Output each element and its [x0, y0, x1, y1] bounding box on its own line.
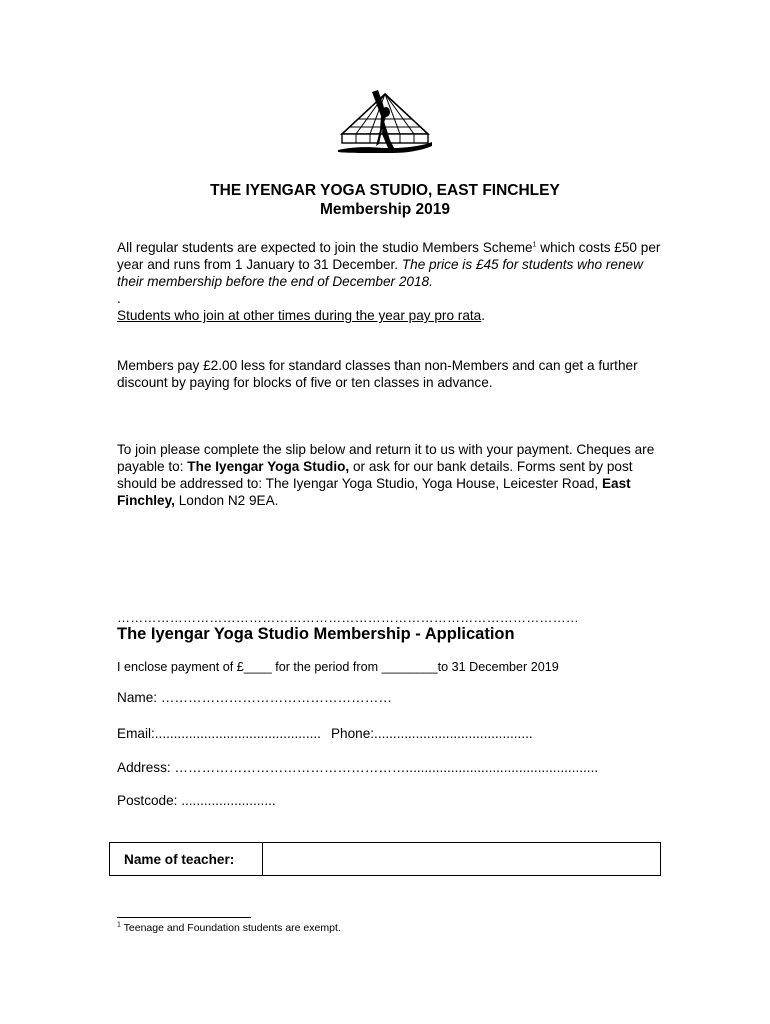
cut-line: …………………………………………………………………………………………… — [117, 610, 579, 625]
footnote: $^1$ Teenage and Foundation students are exempt. — [117, 921, 341, 934]
application-heading: The Iyengar Yoga Studio Membership - Application — [117, 625, 515, 643]
address-area: East Finchley, — [117, 476, 631, 508]
email-field[interactable]: Email:............................................ — [117, 726, 321, 741]
member-discount-paragraph: Members pay £2.00 less for standard classes than non-Members and can get a further discount by paying for blocks of five or ten classes in advance. — [117, 358, 638, 390]
postcode-field[interactable]: Postcode: ......................... — [117, 793, 276, 808]
footnote-divider — [117, 917, 251, 918]
how-to-join-paragraph: To join please complete the slip below and return it to us with your payment. Cheques are payable to: The Iyengar Yoga Studio, or ask for our bank details. Forms sent by post should be addressed to: The Iyengar Yoga Studio, Yoga House, Leicester Road, East Finchley, London N2 9EA. — [117, 442, 655, 508]
phone-field[interactable]: Phone:.......................................... — [330, 726, 533, 741]
contact-row — [117, 726, 533, 741]
membership-intro-paragraph: All regular students are expected to join the studio Members Scheme$^1$ which costs £50 per year and runs from 1 January to 31 December. The price is £45 for students who renew their membership before the end of December 2018. . Students who join at other times during the year pay pro rata. — [117, 240, 661, 323]
page-subtitle: Membership 2019 — [319, 201, 451, 218]
name-field[interactable]: Name: …………………………………………… — [117, 690, 392, 705]
teacher-label: Name of teacher: — [110, 843, 263, 875]
payment-field[interactable]: I enclose payment of £____ for the period from ________to 31 December 2019 — [117, 660, 559, 674]
yoga-studio-logo-icon — [336, 90, 434, 158]
page-title: THE IYENGAR YOGA STUDIO, EAST FINCHLEY — [210, 182, 560, 199]
address-field[interactable]: Address: ……………………………………………................................................... — [117, 760, 599, 775]
pro-rata-note: Students who join at other times during the year pay pro rata — [117, 308, 482, 323]
teacher-name-field[interactable] — [263, 843, 660, 875]
renewal-price-note: The price is £45 for students who renew their membership before the end of December 2018. — [117, 257, 643, 289]
payee-name: The Iyengar Yoga Studio, — [187, 459, 350, 474]
footnote-reference: 1 — [532, 241, 537, 249]
teacher-table — [109, 842, 661, 876]
